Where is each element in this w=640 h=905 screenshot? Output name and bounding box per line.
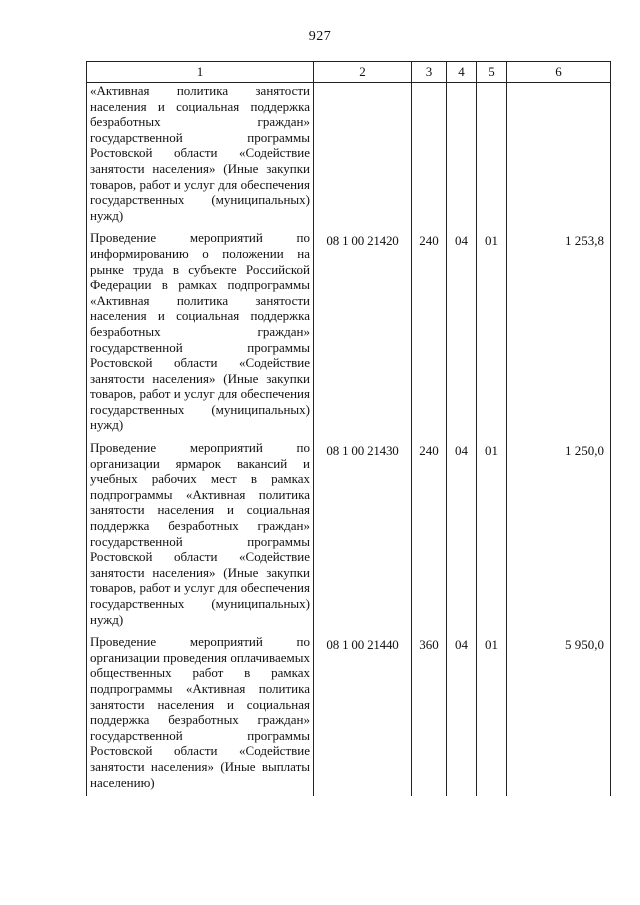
row-target-code: 08 1 00 21420: [314, 229, 412, 439]
row-expense-type: [412, 83, 447, 230]
column-header-5: 5: [477, 62, 507, 83]
row-section: [447, 83, 477, 230]
row-description: «Активная политика занятости населения и социальная поддержка безработных граждан» государственной программы Ростовской области «Содействие занятости населения» (Иные закупки товаров, работ и услуг для обеспечения государственных (муниципальных) нужд): [87, 83, 314, 230]
row-target-code: [314, 83, 412, 230]
row-expense-type: 240: [412, 229, 447, 439]
row-description: Проведение мероприятий по информированию о положении на рынке труда в субъекте Российской Федерации в рамках подпрограммы «Активная политика занятости населения и социальная поддержка безработных граждан» государственной программы Ростовской области «Содействие занятости населения» (Иные закупки товаров, работ и услуг для обеспечения государственных (муниципальных) нужд): [87, 229, 314, 439]
row-section: 04: [447, 439, 477, 633]
column-header-3: 3: [412, 62, 447, 83]
row-subsection: 01: [477, 439, 507, 633]
page-number: 927: [308, 29, 332, 44]
row-section: 04: [447, 229, 477, 439]
row-expense-type: 240: [412, 439, 447, 633]
row-amount: 1 253,8: [507, 229, 611, 439]
table-body: [87, 83, 611, 797]
table-header: [87, 62, 611, 83]
row-amount: 1 250,0: [507, 439, 611, 633]
budget-table: [86, 61, 611, 796]
column-header-1: 1: [87, 62, 314, 83]
row-description: Проведение мероприятий по организации проведения оплачиваемых общественных работ в рамках подпрограммы «Активная политика занятости населения и социальная поддержка безработных граждан» государственной программы Ростовской области «Содействие занятости населения» (Иные выплаты населению): [87, 633, 314, 796]
row-subsection: 01: [477, 633, 507, 796]
row-description: Проведение мероприятий по организации ярмарок вакансий и учебных рабочих мест в рамках подпрограммы «Активная политика занятости населения и социальная поддержка безработных граждан» государственной программы Ростовской области «Содействие занятости населения» (Иные закупки товаров, работ и услуг для обеспечения государственных (муниципальных) нужд): [87, 439, 314, 633]
row-section: 04: [447, 633, 477, 796]
row-expense-type: 360: [412, 633, 447, 796]
column-header-2: 2: [314, 62, 412, 83]
row-target-code: 08 1 00 21440: [314, 633, 412, 796]
row-amount: 5 950,0: [507, 633, 611, 796]
row-amount: [507, 83, 611, 230]
table-row: [87, 229, 611, 439]
row-target-code: 08 1 00 21430: [314, 439, 412, 633]
table-row: [87, 633, 611, 796]
column-header-4: 4: [447, 62, 477, 83]
row-subsection: 01: [477, 229, 507, 439]
table-row: [87, 439, 611, 633]
row-subsection: [477, 83, 507, 230]
column-header-6: 6: [507, 62, 611, 83]
header-row: [87, 62, 611, 83]
table-row: [87, 83, 611, 230]
